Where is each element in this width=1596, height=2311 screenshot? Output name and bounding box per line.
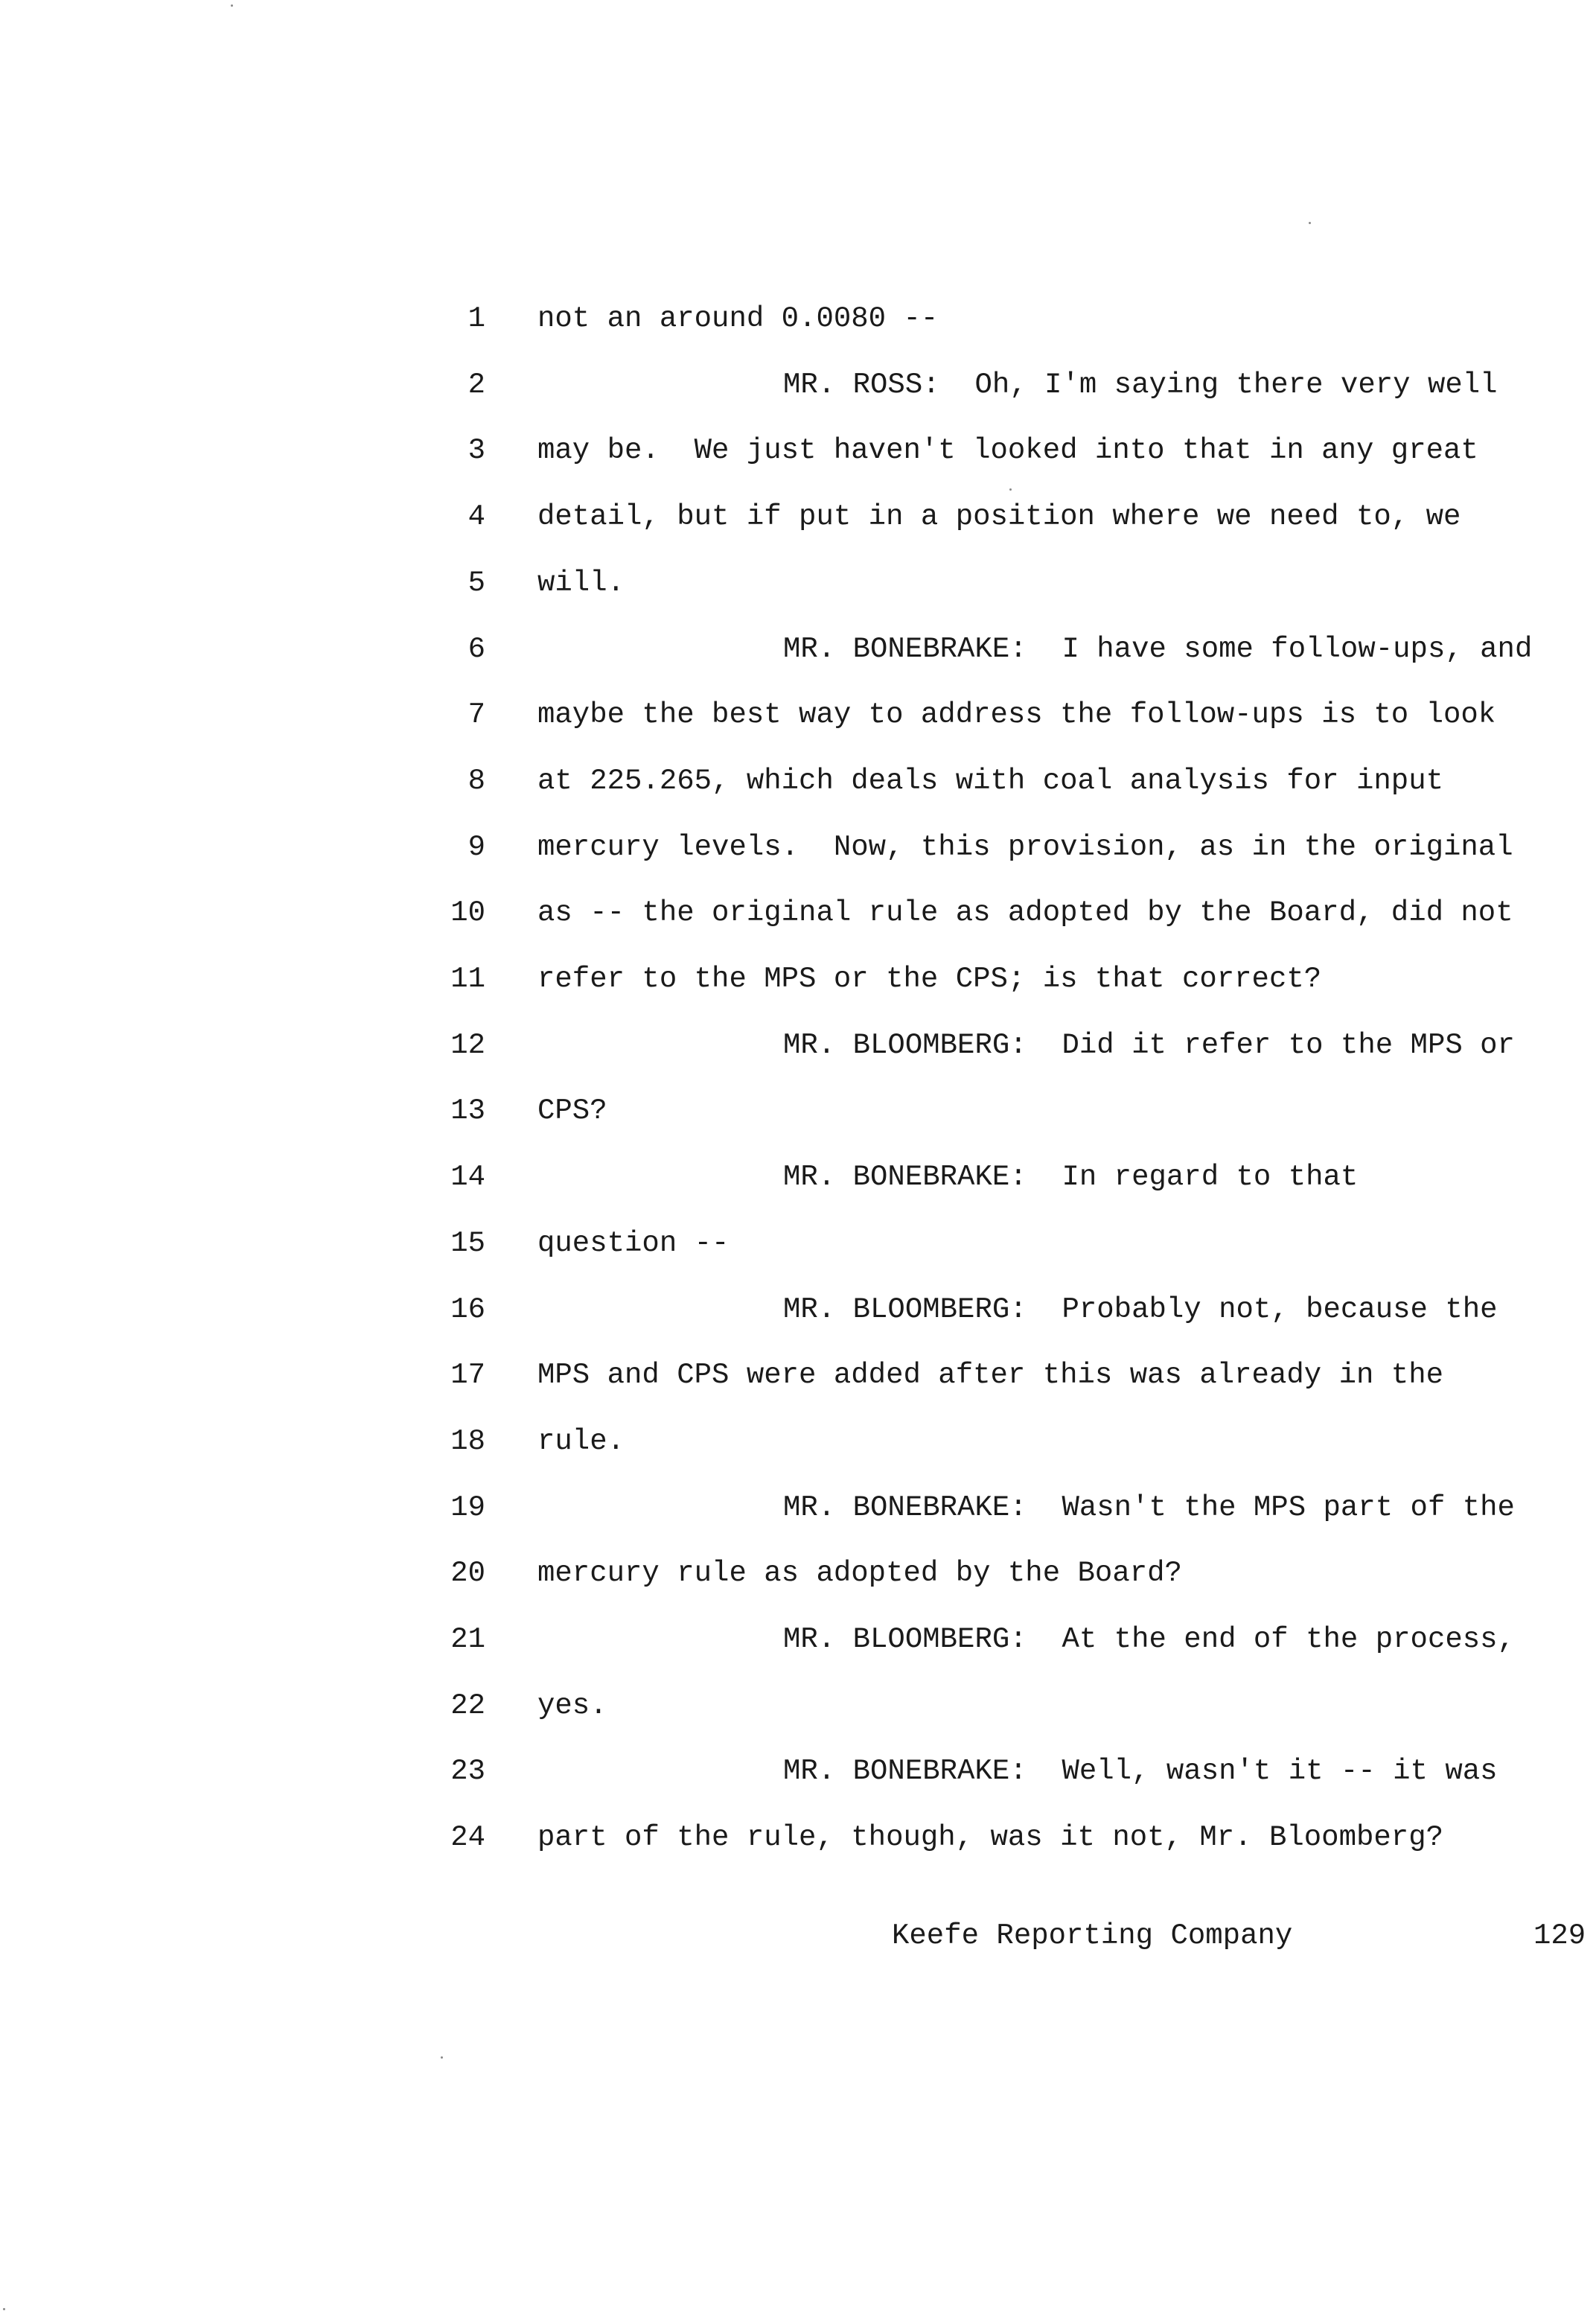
transcript-line [0, 363, 1596, 407]
line-text: MR. BONEBRAKE: I have some follow-ups, and [783, 633, 1533, 666]
transcript-line [0, 1155, 1596, 1199]
scan-speck [1009, 488, 1012, 491]
transcript-line [0, 1683, 1596, 1728]
line-text: as -- the original rule as adopted by the Board, did not [537, 896, 1513, 929]
line-text: MPS and CPS were added after this was already in the [537, 1359, 1443, 1392]
line-text: maybe the best way to address the follow-ups is to look [537, 698, 1496, 731]
line-number: 22 [450, 1689, 485, 1722]
line-text: mercury rule as adopted by the Board? [537, 1557, 1182, 1590]
line-text: MR. BLOOMBERG: At the end of the process, [783, 1623, 1515, 1656]
line-number: 7 [467, 698, 485, 731]
line-number: 20 [450, 1557, 485, 1590]
line-text: may be. We just haven't looked into that in any great [537, 434, 1478, 467]
scan-speck [1309, 222, 1311, 224]
transcript-line [0, 1419, 1596, 1464]
transcript-line [0, 825, 1596, 870]
line-text: MR. BLOOMBERG: Probably not, because the [783, 1293, 1498, 1326]
transcript-line [0, 1749, 1596, 1794]
line-text: detail, but if put in a position where we need to, we [537, 500, 1461, 533]
line-number: 18 [450, 1425, 485, 1458]
line-number: 4 [467, 500, 485, 533]
line-text: will. [537, 567, 625, 599]
transcript-line [0, 1353, 1596, 1397]
line-number: 9 [467, 831, 485, 864]
transcript-line [0, 428, 1596, 473]
line-text: rule. [537, 1425, 625, 1458]
line-text: MR. ROSS: Oh, I'm saying there very well [783, 369, 1498, 401]
line-text: yes. [537, 1689, 607, 1722]
line-text: MR. BONEBRAKE: Wasn't the MPS part of the [783, 1491, 1515, 1524]
line-text: question -- [537, 1227, 730, 1260]
line-text: MR. BONEBRAKE: Well, wasn't it -- it was [783, 1755, 1498, 1788]
line-number: 17 [450, 1359, 485, 1392]
line-number: 10 [450, 896, 485, 929]
transcript-line [0, 1088, 1596, 1133]
transcript-line [0, 494, 1596, 539]
line-number: 2 [467, 369, 485, 401]
line-number: 3 [467, 434, 485, 467]
footer-company: Keefe Reporting Company [892, 1919, 1293, 1952]
transcript-line [0, 957, 1596, 1001]
line-number: 19 [450, 1491, 485, 1524]
line-number: 8 [467, 765, 485, 797]
line-text: at 225.265, which deals with coal analysis for input [537, 765, 1443, 797]
scan-speck [231, 4, 233, 7]
line-number: 6 [467, 633, 485, 666]
transcript-line [0, 1551, 1596, 1596]
line-number: 12 [450, 1029, 485, 1062]
line-number: 14 [450, 1161, 485, 1193]
line-text: mercury levels. Now, this provision, as in the original [537, 831, 1513, 864]
transcript-line [0, 890, 1596, 935]
line-number: 15 [450, 1227, 485, 1260]
transcript-line [0, 692, 1596, 737]
transcript-line [0, 1023, 1596, 1068]
line-number: 23 [450, 1755, 485, 1788]
line-text: part of the rule, though, was it not, Mr. Bloomberg? [537, 1821, 1443, 1854]
scan-speck [3, 2308, 5, 2310]
line-number: 13 [450, 1094, 485, 1127]
line-number: 11 [450, 963, 485, 995]
transcript-line [0, 296, 1596, 341]
line-number: 21 [450, 1623, 485, 1656]
footer-page-number: 129 [1533, 1919, 1586, 1952]
transcript-line [0, 627, 1596, 672]
line-text: CPS? [537, 1094, 607, 1127]
transcript-line [0, 1221, 1596, 1266]
transcript-line [0, 1287, 1596, 1332]
transcript-line [0, 1485, 1596, 1530]
transcript-line [0, 1815, 1596, 1860]
line-number: 5 [467, 567, 485, 599]
line-text: MR. BONEBRAKE: In regard to that [783, 1161, 1359, 1193]
transcript-line [0, 1617, 1596, 1662]
line-text: refer to the MPS or the CPS; is that correct? [537, 963, 1322, 995]
transcript-line [0, 561, 1596, 605]
scan-speck [441, 2056, 443, 2059]
line-text: MR. BLOOMBERG: Did it refer to the MPS or [783, 1029, 1515, 1062]
line-number: 16 [450, 1293, 485, 1326]
line-text: not an around 0.0080 -- [537, 302, 939, 335]
line-number: 24 [450, 1821, 485, 1854]
line-number: 1 [467, 302, 485, 335]
transcript-line [0, 759, 1596, 803]
